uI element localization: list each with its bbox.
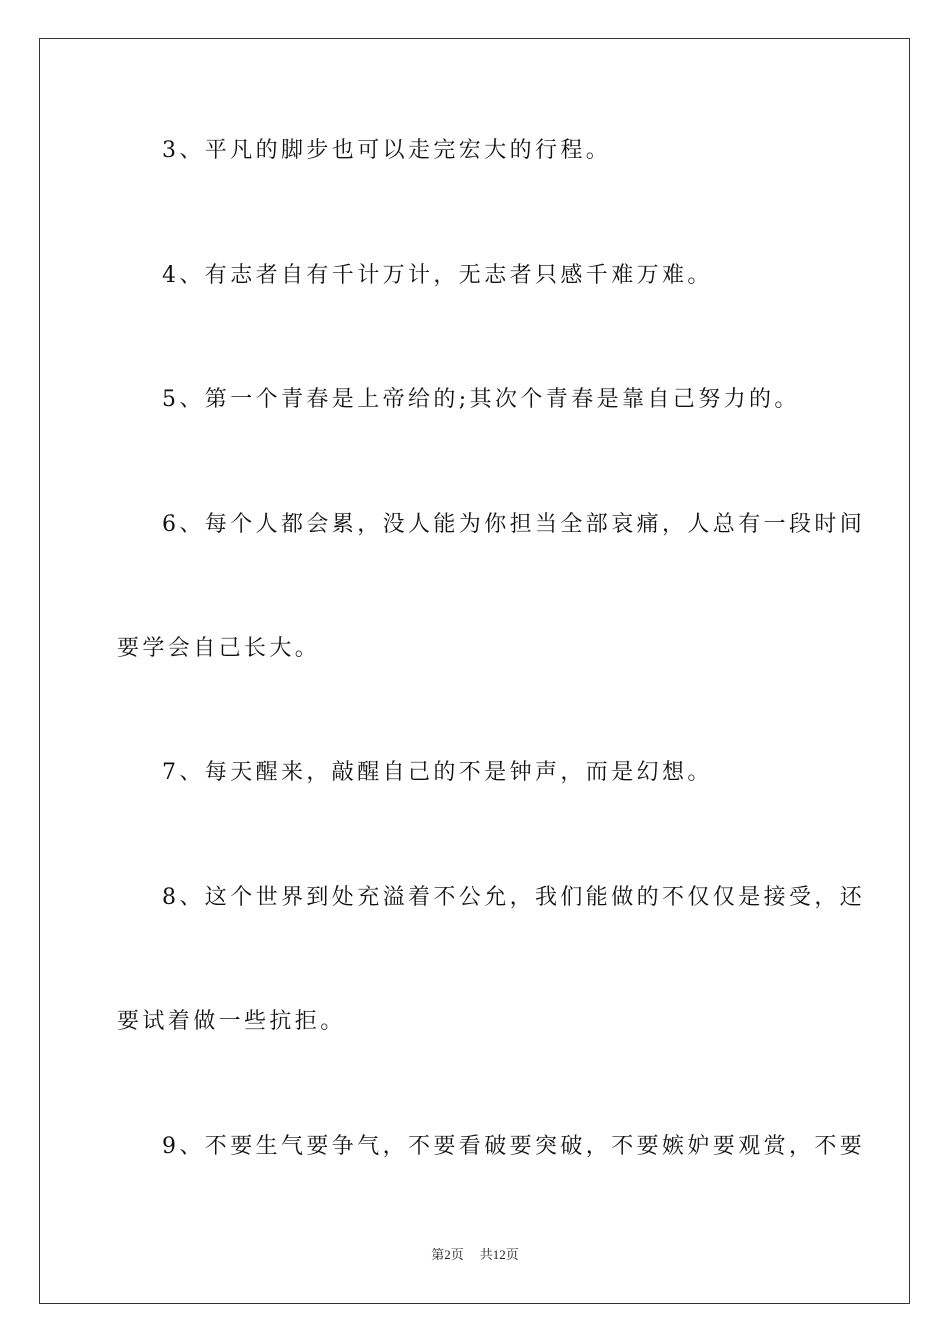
page-footer — [0, 1246, 950, 1264]
page-number: 第2页 — [431, 1247, 464, 1262]
paragraph-3: 3、平凡的脚步也可以走完宏大的行程。 — [162, 138, 612, 163]
page-border — [39, 38, 910, 1304]
paragraph-5: 5、第一个青春是上帝给的;其次个青春是靠自己努力的。 — [162, 387, 800, 412]
paragraph-4: 4、有志者自有千计万计，无志者只感千难万难。 — [162, 263, 713, 288]
paragraph-6-line-1: 6、每个人都会累，没人能为你担当全部哀痛，人总有一段时间 — [162, 512, 866, 537]
page-total: 共12页 — [479, 1247, 519, 1262]
paragraph-7: 7、每天醒来，敲醒自己的不是钟声，而是幻想。 — [162, 760, 713, 785]
paragraph-9-line-1: 9、不要生气要争气，不要看破要突破，不要嫉妒要观赏，不要 — [162, 1134, 866, 1159]
paragraph-8-line-1: 8、这个世界到处充溢着不公允，我们能做的不仅仅是接受，还 — [162, 885, 866, 910]
paragraph-8-line-2: 要试着做一些抗拒。 — [117, 1009, 346, 1034]
paragraph-6-line-2: 要学会自己长大。 — [117, 636, 321, 661]
